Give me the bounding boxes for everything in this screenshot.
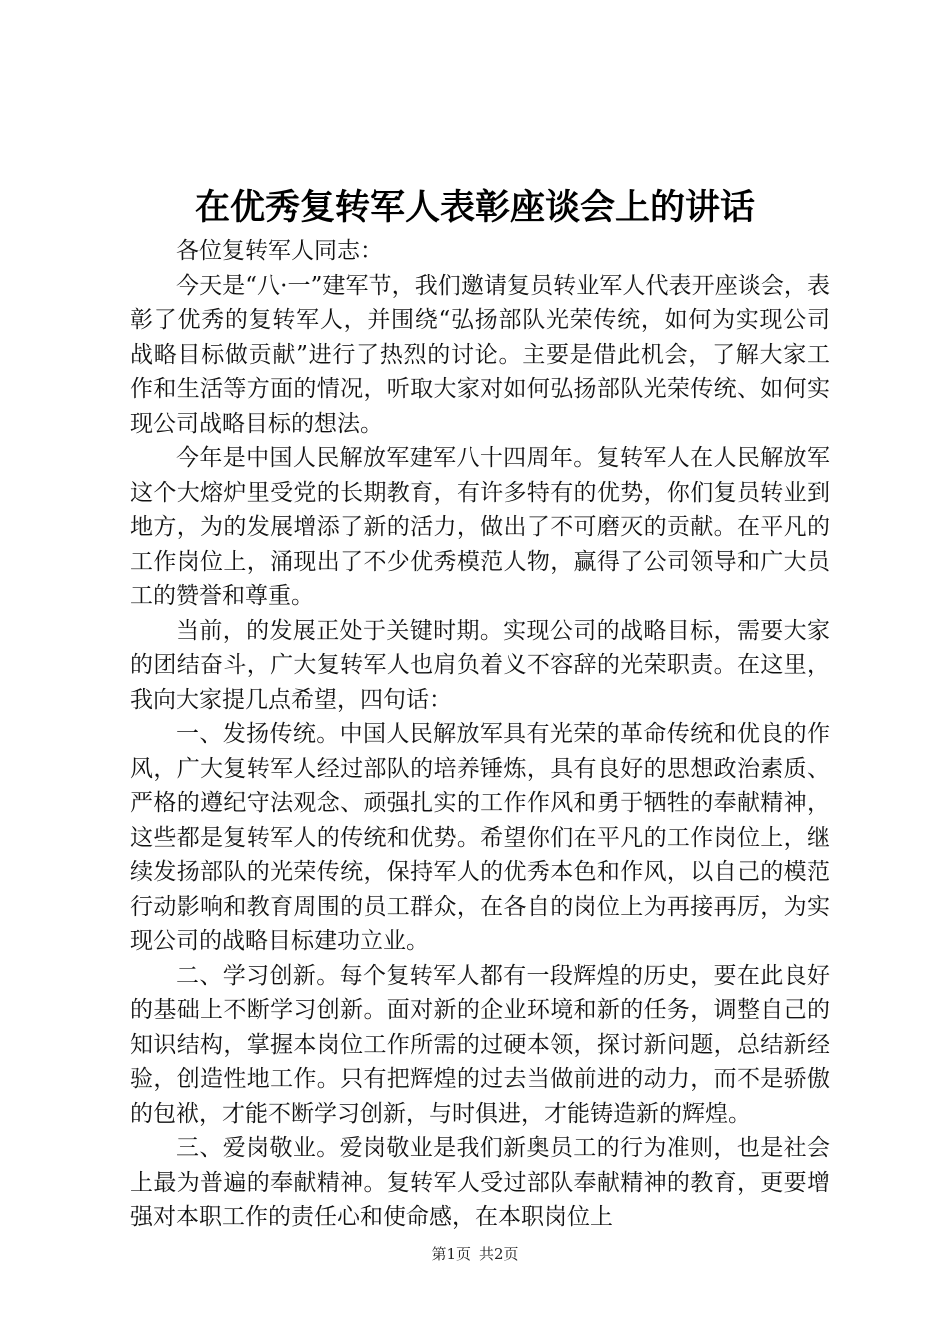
paragraph: 二、学习创新。每个复转军人都有一段辉煌的历史，要在此良好的基础上不断学习创新。面对新的企业环境和新的任务，调整自己的知识结构，掌握本岗位工作所需的过硬本领，探讨新问题，总结新经验，创造性地工作。只有把辉煌的过去当做前进的动力，而不是骄傲的包袱，才能不断学习创新，与时俱进，才能铸造新的辉煌。 bbox=[130, 962, 830, 1127]
paragraph: 三、爱岗敬业。爱岗敬业是我们新奥员工的行为准则，也是社会上最为普遍的奉献精神。复转军人受过部队奉献精神的教育，更要增强对本职工作的责任心和使命感，在本职岗位上 bbox=[130, 1135, 830, 1230]
document-body bbox=[130, 234, 830, 1235]
document-title: 在优秀复转军人表彰座谈会上的讲话 bbox=[194, 188, 755, 228]
salutation: 各位复转军人同志： bbox=[176, 238, 383, 264]
paragraph: 今天是“八·一”建军节，我们邀请复员转业军人代表开座谈会，表彰了优秀的复转军人，并围绕“弘扬部队光荣传统，如何为实现公司战略目标做贡献”进行了热烈的讨论。主要是借此机会，了解大家工作和生活等方面的情况，听取大家对如何弘扬部队光荣传统、如何实现公司战略目标的想法。 bbox=[130, 272, 830, 437]
page-number-current: 第1页 bbox=[431, 1245, 471, 1263]
page-footer bbox=[0, 1243, 950, 1265]
paragraph: 当前，的发展正处于关键时期。实现公司的战略目标，需要大家的团结奋斗，广大复转军人也肩负着义不容辞的光荣职责。在这里，我向大家提几点希望，四句话： bbox=[130, 617, 830, 713]
paragraph: 今年是中国人民解放军建军八十四周年。复转军人在人民解放军这个大熔炉里受党的长期教育，有许多特有的优势，你们复员转业到地方，为的发展增添了新的活力，做出了不可磨灭的贡献。在平凡的工作岗位上，涌现出了不少优秀模范人物，赢得了公司领导和广大员工的赞誉和尊重。 bbox=[130, 445, 830, 609]
page-number-total: 共2页 bbox=[479, 1245, 519, 1263]
paragraph: 一、发扬传统。中国人民解放军具有光荣的革命传统和优良的作风，广大复转军人经过部队的培养锤炼，具有良好的思想政治素质、严格的遵纪守法观念、顽强扎实的工作作风和勇于牺牲的奉献精神，这些都是复转军人的传统和优势。希望你们在平凡的工作岗位上，继续发扬部队的光荣传统，保持军人的优秀本色和作风，以自己的模范行动影响和教育周围的员工群众，在各自的岗位上为再接再厉，为实现公司的战略目标建功立业。 bbox=[130, 721, 830, 954]
